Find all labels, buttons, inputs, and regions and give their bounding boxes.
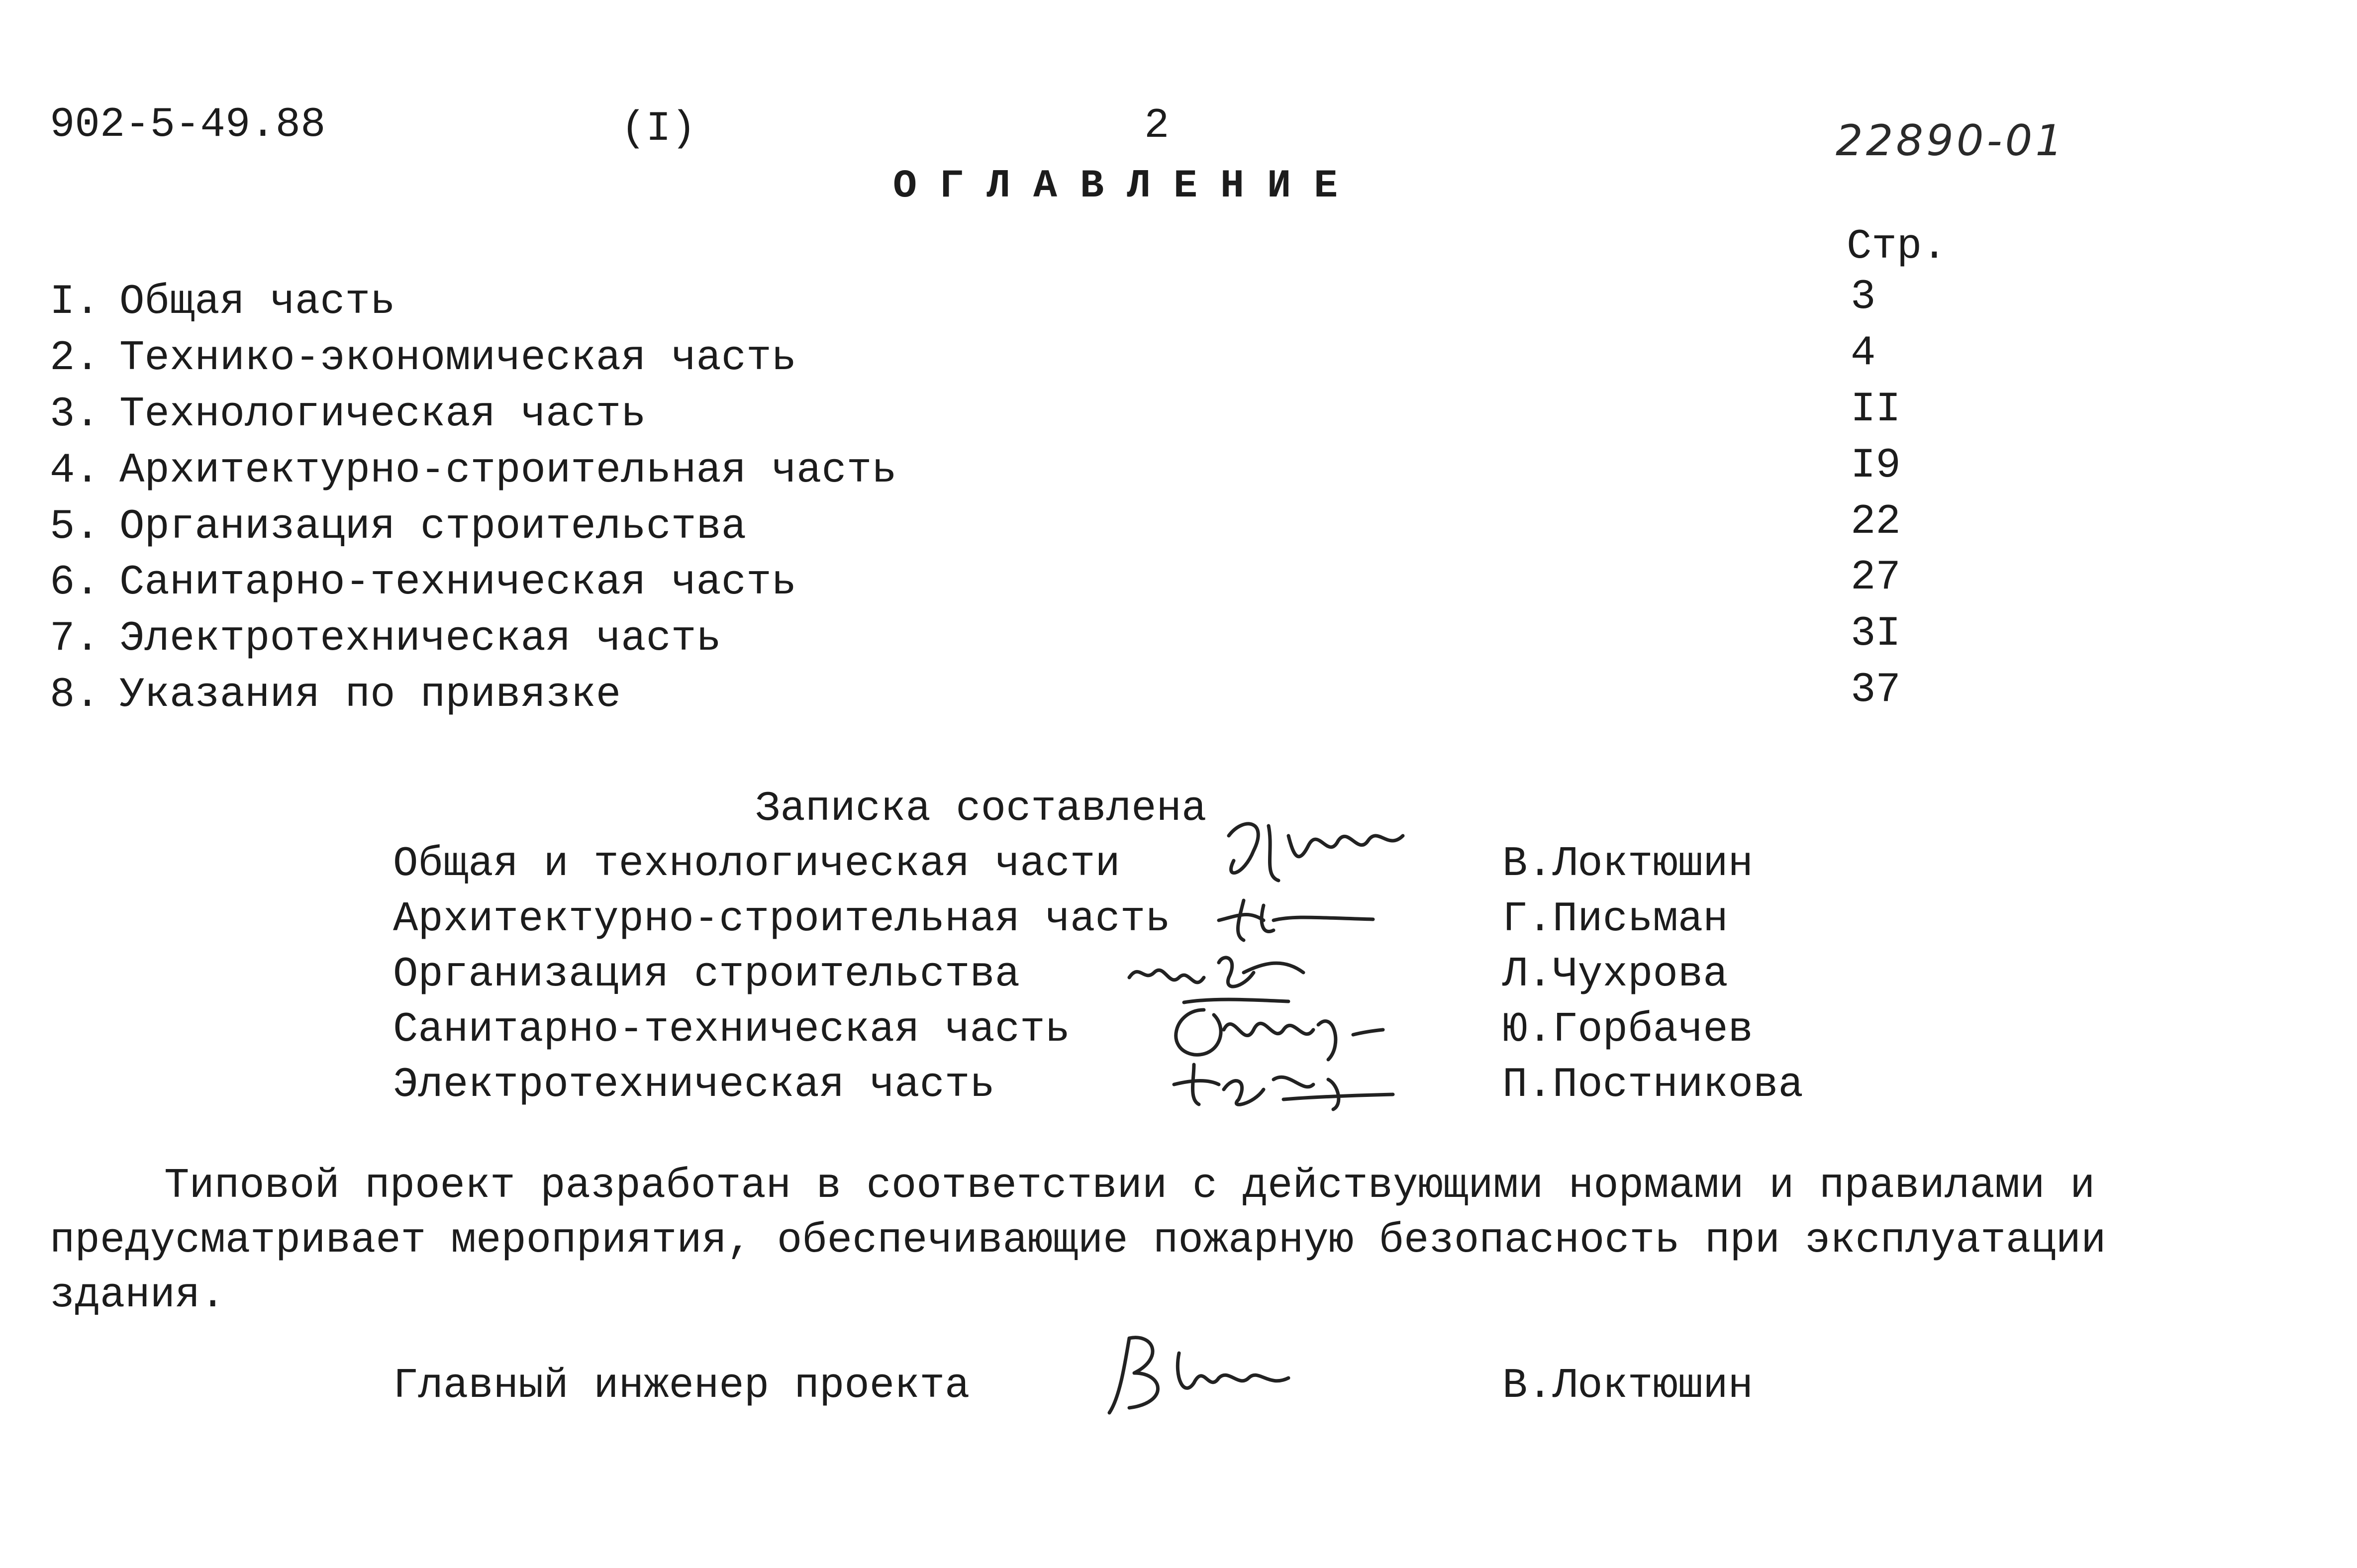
signature-part: Архитектурно-строительная часть [393, 896, 1171, 943]
signature-row [393, 896, 1786, 946]
toc-row [50, 274, 1990, 326]
toc-number: 6. [50, 559, 100, 606]
toc-row [50, 442, 1990, 494]
toc-row [50, 554, 1990, 606]
toc-number: 5. [50, 503, 100, 551]
signature-row [393, 1006, 1786, 1056]
inventory-number: 22890-01 [1836, 116, 2066, 166]
toc-number: 2. [50, 335, 100, 382]
toc-title: Технологическая часть [119, 391, 646, 438]
toc-row [50, 330, 1990, 382]
signature-row [393, 841, 1786, 890]
chief-engineer-name: В.Локтюшин [1502, 1363, 1754, 1410]
toc-row [50, 610, 1990, 663]
toc-page: 37 [1851, 667, 1901, 714]
toc-title: Архитектурно-строительная часть [119, 447, 897, 494]
handwritten-signature [1209, 890, 1388, 945]
toc-title: Технико-экономическая часть [119, 335, 797, 382]
signature-part: Общая и технологическая части [393, 841, 1120, 888]
signature-part: Санитарно-техническая часть [393, 1006, 1071, 1054]
toc-page: II [1851, 386, 1901, 433]
toc-page: 22 [1851, 498, 1901, 546]
toc-row [50, 498, 1990, 551]
page-number: 2 [1144, 102, 1170, 150]
toc-title: Организация строительства [119, 503, 747, 551]
page-title: ОГЛАВЛЕНИЕ [893, 164, 1361, 209]
toc-page: 4 [1851, 330, 1876, 377]
handwritten-signature [1164, 1050, 1403, 1119]
toc-page: 3I [1851, 610, 1901, 658]
toc-row [50, 386, 1990, 438]
signatures-heading: Записка составлена [755, 785, 1207, 833]
toc-number: 8. [50, 672, 100, 719]
handwritten-signature [1214, 806, 1423, 895]
toc-number: 4. [50, 447, 100, 494]
signer-name: Г.Письман [1502, 896, 1728, 943]
signer-name: П.Постникова [1502, 1062, 1803, 1109]
signature-row [393, 1062, 1803, 1111]
signature-part: Электротехническая часть [393, 1062, 995, 1109]
sheet-mark: (I) [621, 105, 696, 153]
toc-title: Указания по привязке [119, 672, 621, 719]
toc-page: 3 [1851, 274, 1876, 321]
fire-safety-note: Типовой проект разработан в соответствии с действующими нормами и правилами и предусматривает мероприятия, обеспечивающие пожарную безопасность при эксплуатации здания. [50, 1163, 2106, 1319]
toc-page: 27 [1851, 554, 1901, 601]
toc-number: 3. [50, 391, 100, 438]
toc-title: Общая часть [119, 279, 395, 326]
page-column-header: Стр. [1847, 223, 1947, 271]
signature-row [393, 951, 1786, 1001]
chief-engineer-signature [1099, 1323, 1308, 1423]
toc-row [50, 667, 1990, 719]
document-code: 902-5-49.88 [50, 101, 326, 149]
signer-name: Ю.Горбачев [1502, 1006, 1754, 1054]
toc-page: I9 [1851, 442, 1901, 490]
toc-number: 7. [50, 615, 100, 663]
toc-title: Электротехническая часть [119, 615, 721, 663]
signer-name: В.Локтюшин [1502, 841, 1754, 888]
signature-part: Организация строительства [393, 951, 1020, 998]
toc-number: I. [50, 279, 100, 326]
chief-engineer-label: Главный инженер проекта [393, 1363, 970, 1410]
signer-name: Л.Чухрова [1502, 951, 1728, 998]
toc-title: Санитарно-техническая часть [119, 559, 797, 606]
